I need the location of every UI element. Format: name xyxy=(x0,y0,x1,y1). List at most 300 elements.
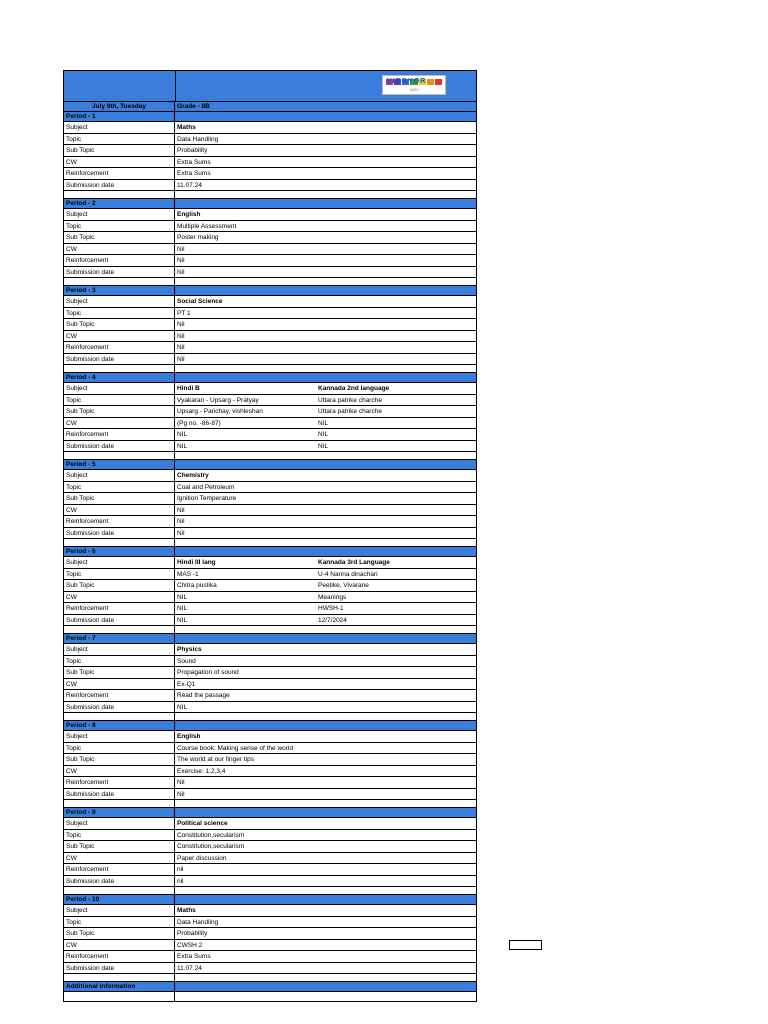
spacer-row xyxy=(64,800,476,808)
row-label: Sub Topic xyxy=(64,754,175,765)
table-row xyxy=(64,441,476,453)
row-label: Subject xyxy=(64,557,175,568)
row-value-secondary: Kannada 3rd Language xyxy=(318,559,390,566)
row-value: Sound xyxy=(177,657,196,665)
spacer-cell xyxy=(64,191,175,198)
banner-left-cell xyxy=(64,71,176,101)
row-value: CWSH 2 xyxy=(177,941,203,949)
row-label: Subject xyxy=(64,731,175,742)
row-value: Hindi B xyxy=(177,385,200,392)
spacer-cell xyxy=(316,800,476,807)
period-header-cell xyxy=(316,547,476,556)
period-header-cell xyxy=(175,460,316,469)
row-label: CW xyxy=(64,766,175,777)
table-row xyxy=(64,928,476,940)
period-header xyxy=(64,373,476,383)
row-label: Subject xyxy=(64,296,175,307)
row-value: Constitution,secularism xyxy=(177,843,245,850)
row-value-secondary xyxy=(316,940,476,951)
table-row xyxy=(64,853,476,865)
row-value: NIL xyxy=(177,593,188,601)
table-row xyxy=(64,667,476,679)
day-label: July 9th, Tuesday xyxy=(64,102,175,111)
row-value: Ignition Temperature xyxy=(177,495,237,502)
spacer-row xyxy=(64,191,476,199)
row-value: Extra Sums xyxy=(177,953,211,960)
row-value: Ex-Q1 xyxy=(177,680,196,688)
row-value-secondary xyxy=(316,667,476,678)
spacer-row xyxy=(64,278,476,286)
spacer-cell xyxy=(175,452,316,459)
row-value-secondary xyxy=(316,864,476,875)
row-value-secondary xyxy=(316,232,476,243)
row-label: CW xyxy=(64,244,175,255)
row-value: English xyxy=(177,733,201,740)
spacer-cell xyxy=(64,887,175,894)
row-label: Submission date xyxy=(64,441,175,452)
table-row xyxy=(64,134,476,146)
row-label: Reinforcement xyxy=(64,168,175,179)
row-value: Propagation of sound xyxy=(177,669,239,676)
table-row xyxy=(64,209,476,221)
row-label: Reinforcement xyxy=(64,255,175,266)
row-value: Nil xyxy=(177,344,185,351)
row-label: Sub Topic xyxy=(64,493,175,504)
table-row xyxy=(64,221,476,233)
spacer-cell xyxy=(64,800,175,807)
row-label: Topic xyxy=(64,134,175,145)
row-value: Probability xyxy=(177,930,208,937)
row-value-secondary xyxy=(316,255,476,266)
side-cell-box xyxy=(509,940,542,950)
row-value-secondary: NIL xyxy=(318,431,329,438)
spacer-cell xyxy=(316,626,476,633)
spacer-cell xyxy=(64,626,175,633)
row-label: Submission date xyxy=(64,702,175,713)
period-header xyxy=(64,460,476,470)
period-header xyxy=(64,547,476,557)
row-value-secondary xyxy=(316,470,476,481)
table-row xyxy=(64,702,476,714)
spacer-row xyxy=(64,713,476,721)
spacer-cell xyxy=(175,278,316,285)
row-label: Subject xyxy=(64,470,175,481)
row-label: Subject xyxy=(64,905,175,916)
table-row xyxy=(64,528,476,540)
period-title: Period - 10 xyxy=(64,895,175,904)
spacer-cell xyxy=(175,887,316,894)
table-row xyxy=(64,296,476,308)
row-label: Subject xyxy=(64,644,175,655)
row-label: Reinforcement xyxy=(64,516,175,527)
row-value: Course book: Making sense of the world xyxy=(177,744,293,752)
row-value-secondary xyxy=(316,145,476,156)
row-value-secondary xyxy=(316,656,476,667)
row-value-secondary xyxy=(316,493,476,504)
spacer-cell xyxy=(64,452,175,459)
row-value-secondary xyxy=(316,134,476,145)
table-row xyxy=(64,354,476,366)
row-label: CW xyxy=(64,853,175,864)
row-value-secondary: Kannada 2nd language xyxy=(318,385,390,392)
period-header-cell xyxy=(316,895,476,904)
row-value-secondary xyxy=(316,928,476,939)
table-row xyxy=(64,951,476,963)
additional-info-row xyxy=(64,992,476,1002)
table-row xyxy=(64,841,476,853)
periods-container xyxy=(64,112,476,982)
day-grade-row xyxy=(64,102,476,112)
table-row xyxy=(64,557,476,569)
table-row xyxy=(64,157,476,169)
row-label: Submission date xyxy=(64,180,175,191)
spacer-cell xyxy=(175,191,316,198)
row-value-secondary: Peetike, Vivarane xyxy=(318,582,369,589)
row-value: Nil xyxy=(177,779,185,786)
row-value: Nil xyxy=(177,518,185,525)
period-header xyxy=(64,112,476,122)
row-value: Probability xyxy=(177,147,208,154)
table-row xyxy=(64,766,476,778)
spacer-cell xyxy=(64,713,175,720)
table-row xyxy=(64,603,476,615)
row-label: Subject xyxy=(64,383,175,394)
period-header-cell xyxy=(175,721,316,730)
row-value: Nil xyxy=(177,332,185,340)
row-label: Sub Topic xyxy=(64,841,175,852)
row-label: Topic xyxy=(64,482,175,493)
spacer-cell xyxy=(316,278,476,285)
row-value-secondary xyxy=(316,830,476,841)
period-title: Period - 8 xyxy=(64,721,175,730)
row-label: CW xyxy=(64,331,175,342)
row-value-secondary xyxy=(316,319,476,330)
row-label: Reinforcement xyxy=(64,951,175,962)
row-value-secondary xyxy=(316,505,476,516)
spacer-cell xyxy=(316,974,476,981)
table-row xyxy=(64,342,476,354)
period-title: Period - 4 xyxy=(64,373,175,382)
row-value-secondary xyxy=(316,168,476,179)
period-header-cell xyxy=(316,112,476,121)
row-label: Sub Topic xyxy=(64,406,175,417)
row-value: Nil xyxy=(177,529,185,537)
row-value-secondary xyxy=(316,690,476,701)
table-row xyxy=(64,319,476,331)
period-title: Period - 1 xyxy=(64,112,175,121)
row-value-secondary xyxy=(316,702,476,713)
period-header-cell xyxy=(175,112,316,121)
row-value-secondary xyxy=(316,267,476,278)
row-label: Subject xyxy=(64,818,175,829)
period-header-cell xyxy=(175,808,316,817)
row-label: Reinforcement xyxy=(64,864,175,875)
row-value: Constitution,secularism xyxy=(177,831,245,839)
row-label: Submission date xyxy=(64,354,175,365)
row-label: Sub Topic xyxy=(64,928,175,939)
row-label: Topic xyxy=(64,743,175,754)
period-header-cell xyxy=(316,460,476,469)
row-value-secondary xyxy=(316,876,476,887)
row-label: Submission date xyxy=(64,528,175,539)
row-value: Nil xyxy=(177,355,185,363)
table-row xyxy=(64,864,476,876)
period-header-cell xyxy=(175,199,316,208)
table-row xyxy=(64,743,476,755)
row-value: Nil xyxy=(177,506,185,514)
row-value: Chitra pustika xyxy=(177,582,217,589)
period-title: Period - 7 xyxy=(64,634,175,643)
row-label: CW xyxy=(64,157,175,168)
row-value-secondary xyxy=(316,482,476,493)
spacer-cell xyxy=(175,713,316,720)
row-label: CW xyxy=(64,940,175,951)
row-value: Data Handling xyxy=(177,918,219,926)
table-row xyxy=(64,754,476,766)
period-title: Period - 9 xyxy=(64,808,175,817)
row-value-secondary xyxy=(316,342,476,353)
row-value: 11.07.24 xyxy=(177,964,202,972)
row-label: Topic xyxy=(64,221,175,232)
spacer-cell xyxy=(316,191,476,198)
row-value: Read the passage xyxy=(177,692,230,699)
row-value-secondary xyxy=(316,917,476,928)
row-value-secondary xyxy=(316,209,476,220)
row-label: Submission date xyxy=(64,876,175,887)
spacer-cell xyxy=(316,713,476,720)
period-header-cell xyxy=(175,286,316,295)
row-value-secondary xyxy=(316,644,476,655)
row-label: Reinforcement xyxy=(64,690,175,701)
row-value-secondary: Uttara patrike charche xyxy=(318,396,382,404)
row-value-secondary xyxy=(316,777,476,788)
table-row xyxy=(64,145,476,157)
row-value: English xyxy=(177,211,201,218)
row-label: Sub Topic xyxy=(64,667,175,678)
row-label: Sub Topic xyxy=(64,580,175,591)
period-header-cell xyxy=(316,199,476,208)
spacer-row xyxy=(64,887,476,895)
row-value-secondary: 12/7/2024 xyxy=(318,616,347,624)
spacer-cell xyxy=(316,887,476,894)
table-row xyxy=(64,244,476,256)
row-label: Topic xyxy=(64,308,175,319)
period-header-cell xyxy=(316,373,476,382)
row-value: Extra Sums xyxy=(177,158,211,166)
row-value-secondary: U-4 Nanna dinachari xyxy=(318,570,378,578)
row-value-secondary xyxy=(316,308,476,319)
row-label: Reinforcement xyxy=(64,429,175,440)
row-value: Nil xyxy=(177,245,185,253)
row-label: Submission date xyxy=(64,789,175,800)
table-row xyxy=(64,122,476,134)
grade-label: Grade - 8B xyxy=(177,103,210,110)
period-header-cell xyxy=(175,634,316,643)
row-value: Physics xyxy=(177,646,202,653)
row-value-secondary xyxy=(316,122,476,133)
row-value-secondary xyxy=(316,743,476,754)
row-label: CW xyxy=(64,592,175,603)
row-value: Nil xyxy=(177,321,185,328)
table-row xyxy=(64,592,476,604)
row-value-secondary xyxy=(316,951,476,962)
row-value: 11.07.24 xyxy=(177,181,202,189)
row-value-secondary xyxy=(316,818,476,829)
row-label: Topic xyxy=(64,395,175,406)
row-value: Coal and Petroleum xyxy=(177,483,235,491)
spacer-cell xyxy=(175,365,316,372)
row-value: Hindi III lang xyxy=(177,559,216,566)
row-value-secondary: Meanings xyxy=(318,593,347,601)
additional-info-label: Additional Information xyxy=(64,982,175,991)
row-value-secondary xyxy=(316,354,476,365)
row-value: Nil xyxy=(177,257,185,264)
row-label: Sub Topic xyxy=(64,145,175,156)
row-label: Submission date xyxy=(64,615,175,626)
period-header-cell xyxy=(175,895,316,904)
logo-subtext: HIGH xyxy=(410,88,419,92)
period-header xyxy=(64,199,476,209)
row-value-secondary: Uttara patrike charche xyxy=(318,408,382,415)
logo-text: VIBGYOR xyxy=(387,78,427,85)
row-value-secondary xyxy=(316,853,476,864)
school-logo xyxy=(382,75,446,95)
timetable-sheet xyxy=(63,70,477,1002)
row-value: Nil xyxy=(177,268,185,276)
table-row xyxy=(64,818,476,830)
row-value: Data Handling xyxy=(177,135,219,143)
table-row xyxy=(64,482,476,494)
row-value: NIL xyxy=(177,616,188,624)
row-value: Vyakaran - Upsarg - Pratyay xyxy=(177,396,259,404)
period-header-cell xyxy=(175,373,316,382)
period-header-cell xyxy=(316,721,476,730)
period-header-cell xyxy=(316,634,476,643)
table-row xyxy=(64,505,476,517)
row-value-secondary xyxy=(316,528,476,539)
spacer-row xyxy=(64,452,476,460)
row-value-secondary xyxy=(316,516,476,527)
row-value: Poster making xyxy=(177,234,219,241)
row-value: Multiple Assessment xyxy=(177,222,237,230)
table-row xyxy=(64,308,476,320)
row-value-secondary xyxy=(316,296,476,307)
row-value: Nil xyxy=(177,790,185,798)
table-row xyxy=(64,777,476,789)
row-label: Topic xyxy=(64,830,175,841)
row-value-secondary xyxy=(316,221,476,232)
row-value-secondary xyxy=(316,754,476,765)
row-value: PT 1 xyxy=(177,309,191,317)
row-value-secondary xyxy=(316,679,476,690)
spacer-cell xyxy=(64,278,175,285)
row-value: The world at our finger tips xyxy=(177,756,254,763)
table-row xyxy=(64,876,476,888)
row-value-secondary: HWSH-1 xyxy=(318,605,344,612)
row-label: CW xyxy=(64,418,175,429)
row-label: Submission date xyxy=(64,963,175,974)
row-label: Topic xyxy=(64,569,175,580)
table-row xyxy=(64,679,476,691)
table-row xyxy=(64,656,476,668)
table-row xyxy=(64,615,476,627)
table-row xyxy=(64,493,476,505)
row-label: Reinforcement xyxy=(64,603,175,614)
row-value: Paper discussion xyxy=(177,854,227,862)
table-row xyxy=(64,168,476,180)
row-value: nil xyxy=(177,877,184,885)
table-row xyxy=(64,418,476,430)
additional-info-header xyxy=(64,982,476,992)
banner-right-cell xyxy=(176,71,476,101)
period-title: Period - 2 xyxy=(64,199,175,208)
row-value: Exercise: 1,2,3,4 xyxy=(177,767,226,775)
table-row xyxy=(64,383,476,395)
period-header xyxy=(64,721,476,731)
row-value-secondary xyxy=(316,731,476,742)
table-row xyxy=(64,731,476,743)
spacer-row xyxy=(64,365,476,373)
table-row xyxy=(64,789,476,801)
table-row xyxy=(64,429,476,441)
row-value: (Pg no. -86-87) xyxy=(177,419,221,427)
row-label: Topic xyxy=(64,656,175,667)
spacer-cell xyxy=(175,800,316,807)
period-header xyxy=(64,286,476,296)
spacer-cell xyxy=(316,365,476,372)
table-row xyxy=(64,406,476,418)
row-value: NIL xyxy=(177,442,188,450)
spacer-cell xyxy=(175,974,316,981)
row-label: CW xyxy=(64,505,175,516)
table-row xyxy=(64,644,476,656)
table-row xyxy=(64,255,476,267)
row-value-secondary xyxy=(316,905,476,916)
row-value: Maths xyxy=(177,124,196,131)
table-row xyxy=(64,569,476,581)
period-header-cell xyxy=(175,547,316,556)
row-label: Subject xyxy=(64,209,175,220)
row-value: NIL xyxy=(177,605,188,612)
row-value: Chemistry xyxy=(177,472,209,479)
row-value: Social Science xyxy=(177,298,223,305)
table-row xyxy=(64,917,476,929)
row-label: Reinforcement xyxy=(64,342,175,353)
table-row xyxy=(64,232,476,244)
period-header-cell xyxy=(316,286,476,295)
period-title: Period - 5 xyxy=(64,460,175,469)
table-row xyxy=(64,830,476,842)
row-label: Submission date xyxy=(64,267,175,278)
logo-color-swatch xyxy=(427,79,434,85)
spacer-row xyxy=(64,626,476,634)
row-value-secondary xyxy=(316,963,476,974)
logo-color-swatch xyxy=(435,79,442,85)
row-value-secondary xyxy=(316,157,476,168)
spacer-cell xyxy=(175,626,316,633)
period-header-cell xyxy=(316,808,476,817)
table-row xyxy=(64,331,476,343)
table-row xyxy=(64,580,476,592)
table-row xyxy=(64,516,476,528)
table-row xyxy=(64,470,476,482)
spacer-cell xyxy=(175,539,316,546)
row-value: nil xyxy=(177,866,184,873)
row-value: Maths xyxy=(177,907,196,914)
row-value-secondary: NIL xyxy=(318,442,329,450)
row-label: CW xyxy=(64,679,175,690)
row-value: NIL xyxy=(177,431,188,438)
